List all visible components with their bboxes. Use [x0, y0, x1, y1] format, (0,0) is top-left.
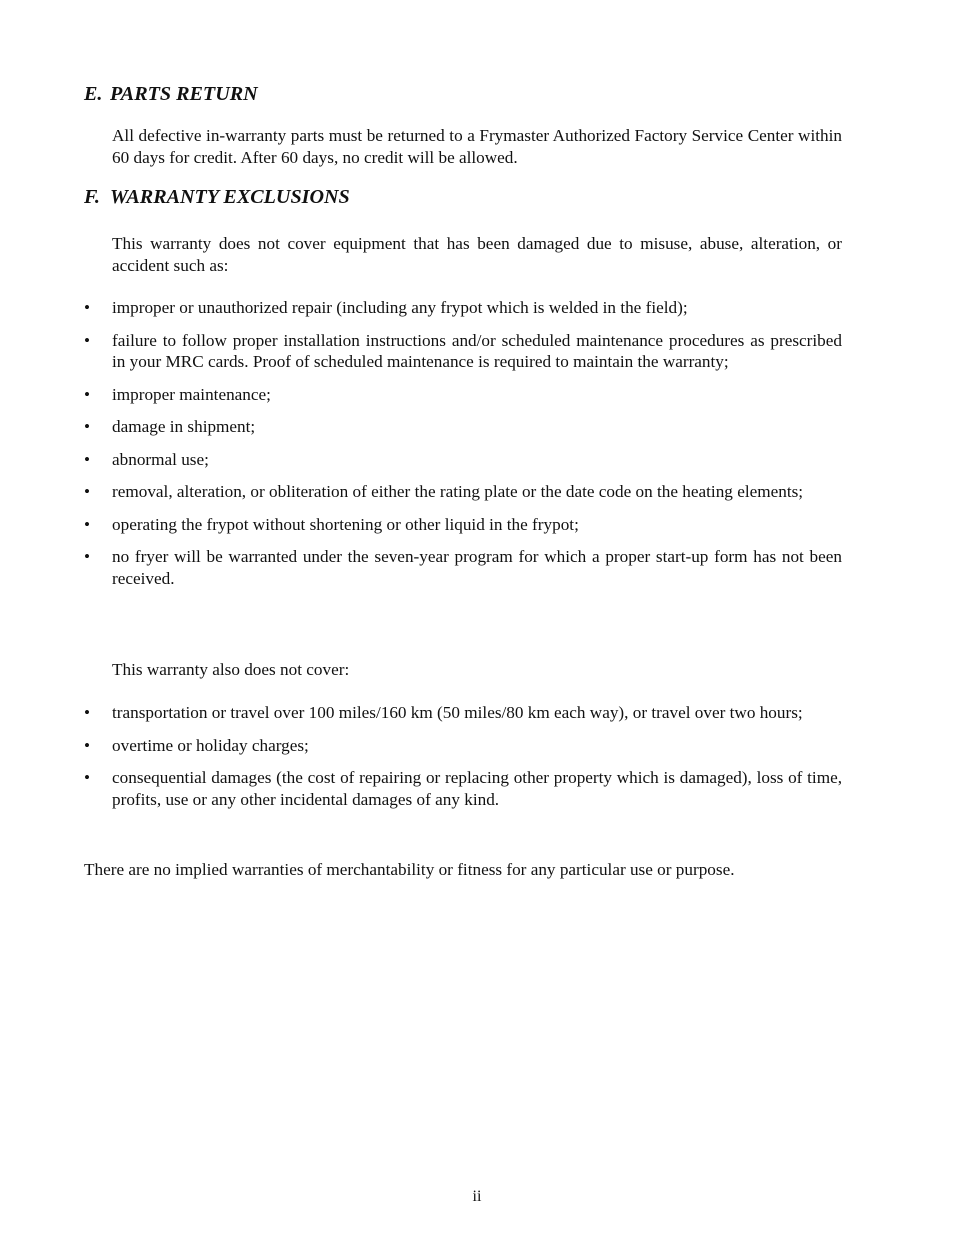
list-item [84, 546, 842, 589]
also-not-covered-intro: This warranty also does not cover: [112, 660, 350, 679]
bullet-icon: • [84, 482, 91, 501]
section-e-letter: E. [84, 83, 103, 105]
bullet-icon: • [84, 417, 91, 436]
list-item [84, 449, 842, 471]
also-exclusions-list [84, 702, 842, 821]
list-item-text: improper maintenance; [112, 384, 271, 404]
section-f-intro: This warranty does not cover equipment that has been damaged due to misuse, abuse, alteration, or accident such as: [112, 234, 842, 275]
list-item [84, 384, 842, 406]
bullet-icon: • [84, 547, 91, 566]
list-item [84, 514, 842, 536]
list-item-text: operating the frypot without shortening or other liquid in the frypot; [112, 514, 579, 534]
list-item [84, 297, 842, 319]
bullet-icon: • [84, 298, 91, 317]
list-item [84, 416, 842, 438]
bullet-icon: • [84, 703, 91, 722]
bullet-icon: • [84, 330, 91, 350]
list-item [84, 481, 842, 503]
list-item-text: overtime or holiday charges; [112, 735, 309, 755]
list-item-text: transportation or travel over 100 miles/160 km (50 miles/80 km each way), or travel over two hours; [112, 703, 803, 722]
list-item [84, 735, 842, 757]
list-item-text: abnormal use; [112, 449, 209, 469]
exclusions-list [84, 297, 842, 600]
section-e-body: All defective in-warranty parts must be returned to a Frymaster Authorized Factory Service Center within 60 days for credit. After 60 days, no credit will be allowed. [112, 126, 842, 167]
bullet-icon: • [84, 384, 91, 404]
section-f-title: WARRANTY EXCLUSIONS [110, 186, 350, 208]
bullet-icon: • [84, 735, 91, 755]
list-item-text: improper or unauthorized repair (including any frypot which is welded in the field); [112, 298, 688, 317]
bullet-icon: • [84, 449, 91, 469]
list-item-text: removal, alteration, or obliteration of either the rating plate or the date code on the heating elements; [112, 482, 804, 501]
section-e-heading [84, 84, 258, 106]
bullet-icon: • [84, 768, 91, 787]
list-item [84, 330, 842, 373]
bullet-icon: • [84, 514, 91, 534]
page-number: ii [472, 1188, 482, 1205]
list-item [84, 767, 842, 810]
list-item-text: no fryer will be warranted under the seven-year program for which a proper start-up form has not been received. [112, 547, 842, 588]
closing-statement: There are no implied warranties of merchantability or fitness for any particular use or purpose. [84, 860, 735, 879]
list-item-text: consequential damages (the cost of repairing or replacing other property which is damaged), loss of time, profits, use or any other incidental damages of any kind. [112, 768, 842, 809]
section-f-letter: F. [84, 186, 100, 208]
list-item-text: failure to follow proper installation instructions and/or scheduled maintenance procedures as prescribed in your MRC cards. Proof of scheduled maintenance is required to maintain the warranty; [112, 330, 842, 371]
list-item-text: damage in shipment; [112, 417, 256, 436]
section-f-heading [84, 187, 350, 209]
section-e-title: PARTS RETURN [110, 83, 258, 105]
list-item [84, 702, 842, 724]
